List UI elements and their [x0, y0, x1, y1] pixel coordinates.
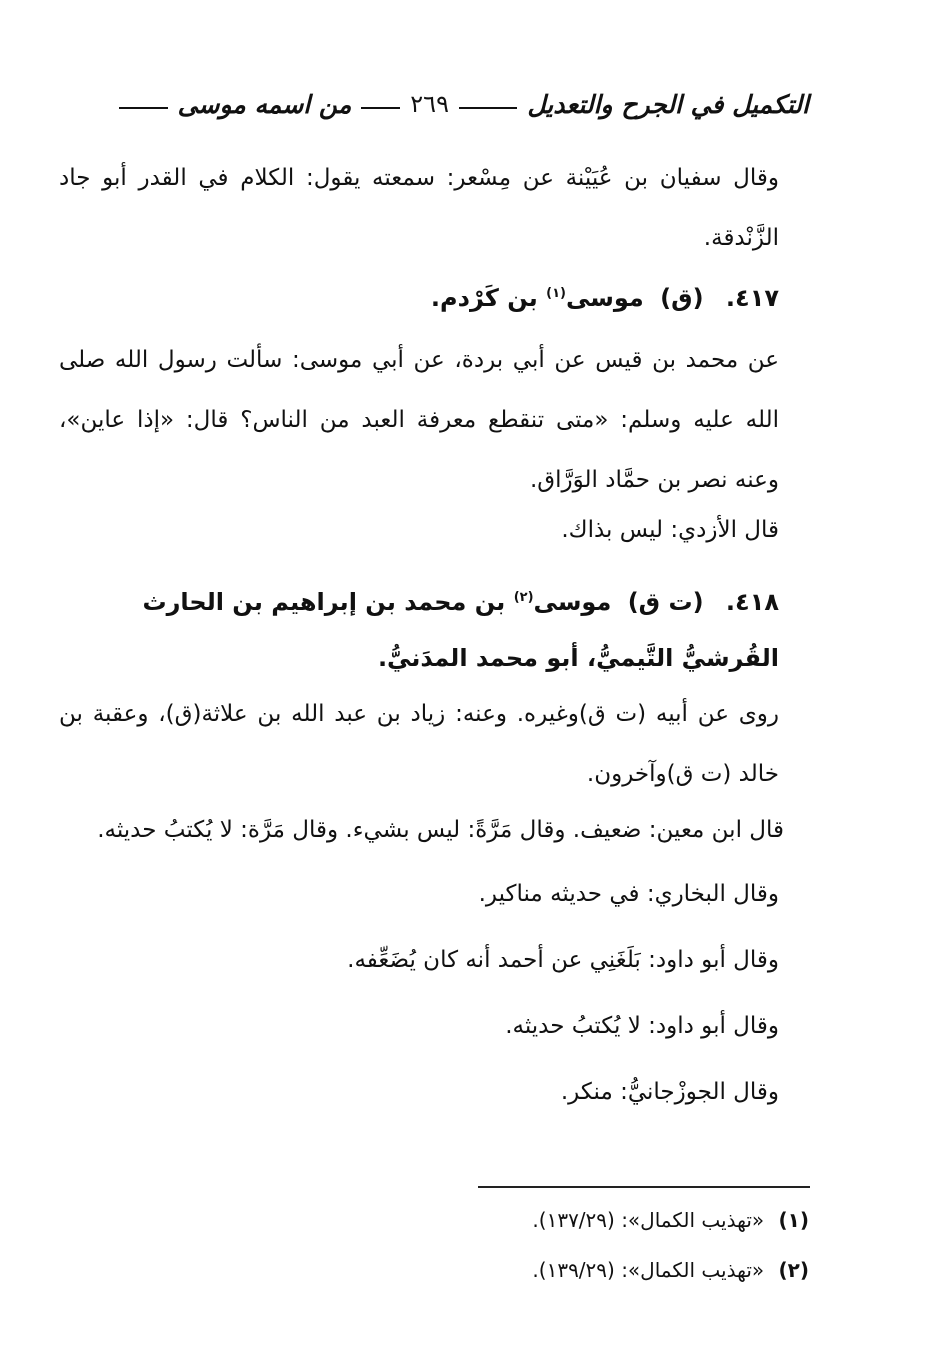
paragraph-417-narration: عن محمد بن قيس عن أبي بردة، عن أبي موسى: سألت رسول الله صلى الله عليه وسلم: «متى تنقطع معرفة العبد من الناس؟ قال: «إذا عاين»، وعنه نصر بن حمَّاد الوَرَّاق.: [59, 347, 779, 493]
entry-number: ٤١٧.: [725, 284, 779, 312]
entry-code: (ق): [660, 284, 704, 312]
header-dash: [459, 107, 517, 109]
paragraph-418-abudawud-1: وقال أبو داود: بَلَغَنِي عن أحمد أنه كان يُضَعِّفه.: [347, 947, 779, 973]
entry-heading-418: [59, 570, 779, 686]
footnote-separator: [478, 1186, 810, 1188]
footnote-number: (١): [778, 1208, 809, 1232]
paragraph-418-abudawud-2: وقال أبو داود: لا يُكتبُ حديثه.: [505, 1013, 779, 1039]
footnote-1: [89, 1200, 809, 1240]
entry-heading-417: [59, 266, 779, 326]
paragraph-sufyan: وقال سفيان بن عُيَيْنة عن مِسْعر: سمعته يقول: الكلام في القدر أبو جاد الزَّنْدقة.: [59, 165, 779, 251]
footnote-reference: (٢): [513, 590, 534, 605]
footnote-reference: (١): [546, 286, 566, 301]
entry-name: موسى: [533, 588, 612, 616]
page-number: ٢٦٩: [410, 90, 449, 118]
footnote-number: (٢): [778, 1258, 809, 1282]
header-dash: [361, 107, 400, 109]
header-dash: [119, 107, 168, 109]
book-title: التكميل في الجرح والتعديل: [527, 89, 809, 119]
entry-number: ٤١٨.: [725, 588, 779, 616]
entry-name-rest: بن محمد بن إبراهيم بن الحارث القُرشيُّ التَّيميُّ، أبو محمد المدَنيُّ.: [142, 588, 779, 672]
footnote-text: «تهذيب الكمال»: (١٣٩/٢٩).: [532, 1258, 765, 1282]
paragraph-417-azdi: قال الأزدي: ليس بذاك.: [561, 517, 779, 543]
running-header: [109, 84, 809, 124]
footnote-2: [89, 1250, 809, 1290]
paragraph-418-ibn-maeen: قال ابن معين: ضعيف. وقال مَرَّةً: ليس بشيء. وقال مَرَّة: لا يُكتبُ حديثه.: [97, 817, 784, 843]
paragraph-418-bukhari: وقال البخاري: في حديثه مناكير.: [478, 881, 779, 907]
paragraph-418-riwaya: روى عن أبيه (ت ق)وغيره. وعنه: زياد بن عبد الله بن علاثة(ق)، وعقبة بن خالد (ت ق)وآخرون.: [59, 701, 779, 787]
footnote-text: «تهذيب الكمال»: (١٣٧/٢٩).: [532, 1208, 765, 1232]
section-title: من اسمه موسى: [177, 89, 352, 119]
paragraph-418-juzjani: وقال الجوزْجانيُّ: منكر.: [560, 1079, 779, 1105]
entry-name: موسى: [566, 284, 644, 312]
entry-name-rest: بن كَرْدم.: [430, 284, 538, 312]
entry-code: (ت ق): [627, 588, 704, 616]
